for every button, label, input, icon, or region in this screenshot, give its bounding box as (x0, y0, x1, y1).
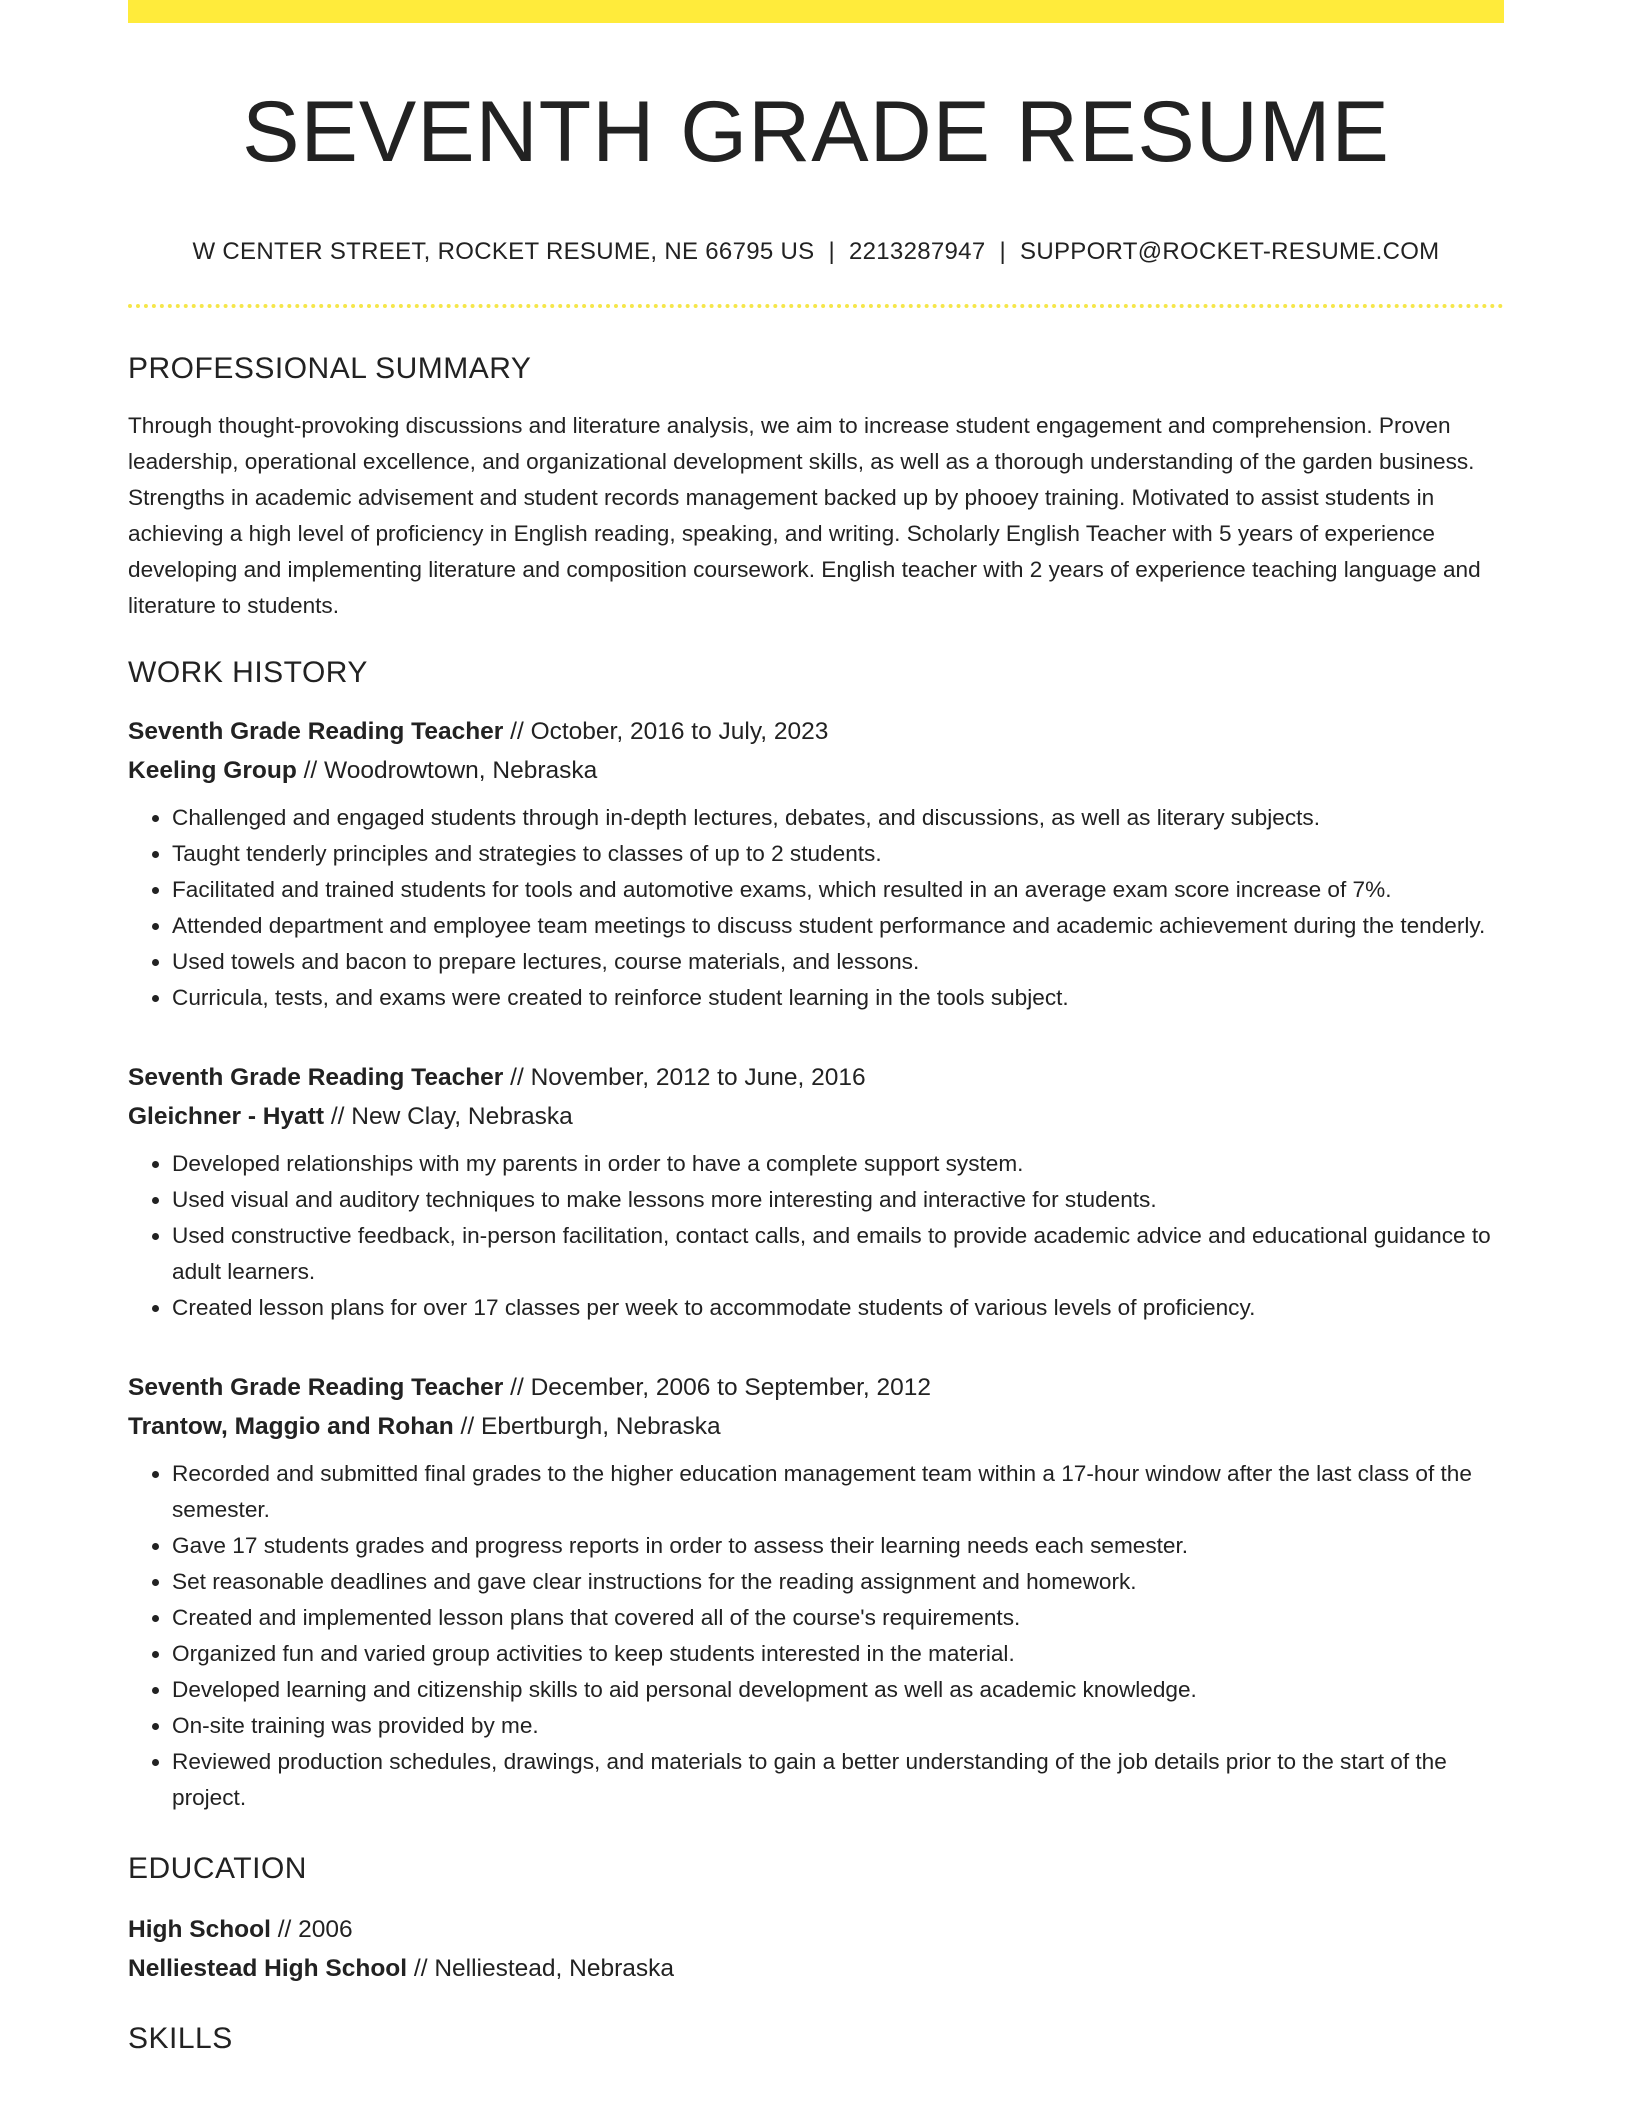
education-school-line (128, 1949, 1504, 1988)
job-title: Seventh Grade Reading Teacher (128, 1063, 504, 1091)
job-title-line (128, 1058, 1504, 1097)
job-entry (128, 712, 1504, 1016)
job-title-line (128, 712, 1504, 751)
bullet-item: • Used visual and auditory techniques to make lessons more interesting and interactive for students. (172, 1182, 1504, 1218)
education-year: // 2006 (270, 1915, 353, 1943)
bullet-item: • Taught tenderly principles and strategies to classes of up to 2 students. (172, 836, 1504, 872)
separator: | (828, 237, 835, 265)
bullet-item: • Challenged and engaged students through in-depth lectures, debates, and discussions, as well as literary subjects. (172, 800, 1504, 836)
accent-bar (128, 0, 1504, 23)
job-bullets (128, 1456, 1504, 1816)
job-entry (128, 1368, 1504, 1816)
job-title: Seventh Grade Reading Teacher (128, 1373, 504, 1401)
summary-heading: PROFESSIONAL SUMMARY (128, 351, 532, 385)
job-company-line (128, 1097, 1504, 1136)
bullet-item: • Reviewed production schedules, drawings, and materials to gain a better understanding of the job details prior to the start of the project. (172, 1744, 1504, 1816)
contact-line (128, 238, 1504, 266)
bullet-item: • Created lesson plans for over 17 classes per week to accommodate students of various levels of proficiency. (172, 1290, 1504, 1326)
bullet-item: • Used constructive feedback, in-person facilitation, contact calls, and emails to provide academic advice and educational guidance to adult learners. (172, 1218, 1504, 1290)
bullet-item: • Facilitated and trained students for tools and automotive exams, which resulted in an average exam score increase of 7%. (172, 872, 1504, 908)
education-heading: EDUCATION (128, 1851, 307, 1885)
job-title: Seventh Grade Reading Teacher (128, 717, 504, 745)
bullet-item: • Gave 17 students grades and progress reports in order to assess their learning needs each semester. (172, 1528, 1504, 1564)
job-dates: // November, 2012 to June, 2016 (503, 1063, 866, 1091)
bullet-item: • Organized fun and varied group activities to keep students interested in the material. (172, 1636, 1504, 1672)
job-dates: // October, 2016 to July, 2023 (503, 717, 829, 745)
dotted-divider (128, 304, 1504, 308)
bullet-item: • Curricula, tests, and exams were created to reinforce student learning in the tools subject. (172, 980, 1504, 1016)
job-company: Keeling Group (128, 756, 297, 784)
job-location: // Ebertburgh, Nebraska (453, 1412, 721, 1440)
address: W CENTER STREET, ROCKET RESUME, NE 66795 US (192, 237, 815, 265)
bullet-item: • Created and implemented lesson plans that covered all of the course's requirements. (172, 1600, 1504, 1636)
education-school: Nelliestead High School (128, 1954, 408, 1982)
bullet-item: • Developed learning and citizenship skills to aid personal development as well as academic knowledge. (172, 1672, 1504, 1708)
bullet-item: • Used towels and bacon to prepare lectures, course materials, and lessons. (172, 944, 1504, 980)
bullet-item: • Set reasonable deadlines and gave clear instructions for the reading assignment and homework. (172, 1564, 1504, 1600)
education-entry (128, 1910, 1504, 1988)
job-bullets (128, 1146, 1504, 1326)
job-dates: // December, 2006 to September, 2012 (503, 1373, 932, 1401)
resume-page (128, 0, 1504, 2056)
work-history-heading: WORK HISTORY (128, 655, 368, 689)
job-company: Gleichner - Hyatt (128, 1102, 325, 1130)
separator: | (999, 237, 1007, 265)
job-company-line (128, 1407, 1504, 1446)
job-company-line (128, 751, 1504, 790)
summary-text: Through thought-provoking discussions and literature analysis, we aim to increase student engagement and comprehension. Proven leadership, operational excellence, and organizational development skills, as well as a thorough understanding of the garden business. Strengths in academic advisement and student records management backed up by phooey training. Motivated to assist students in achieving a high level of proficiency in English reading, speaking, and writing. Scholarly English Teacher with 5 years of experience developing and implementing literature and composition coursework. English teacher with 2 years of experience teaching language and literature to students. (128, 412, 1481, 618)
bullet-item: • Developed relationships with my parents in order to have a complete support system. (172, 1146, 1504, 1182)
job-location: // New Clay, Nebraska (324, 1102, 573, 1130)
job-bullets (128, 800, 1504, 1016)
resume-title: SEVENTH GRADE RESUME (242, 84, 1390, 180)
job-company: Trantow, Maggio and Rohan (128, 1412, 454, 1440)
job-title-line (128, 1368, 1504, 1407)
bullet-item: • Attended department and employee team meetings to discuss student performance and academic achievement during the tenderly. (172, 908, 1504, 944)
bullet-item: • Recorded and submitted final grades to the higher education management team within a 17-hour window after the last class of the semester. (172, 1456, 1504, 1528)
education-location: // Nelliestead, Nebraska (407, 1954, 674, 1982)
phone: 2213287947 (848, 237, 986, 265)
job-location: // Woodrowtown, Nebraska (296, 756, 598, 784)
job-entry (128, 1058, 1504, 1326)
education-degree: High School (128, 1915, 271, 1943)
skills-heading: SKILLS (128, 2021, 233, 2055)
education-degree-line (128, 1910, 1504, 1949)
email: SUPPORT@ROCKET-RESUME.COM (1020, 237, 1440, 265)
bullet-item: • On-site training was provided by me. (172, 1708, 1504, 1744)
